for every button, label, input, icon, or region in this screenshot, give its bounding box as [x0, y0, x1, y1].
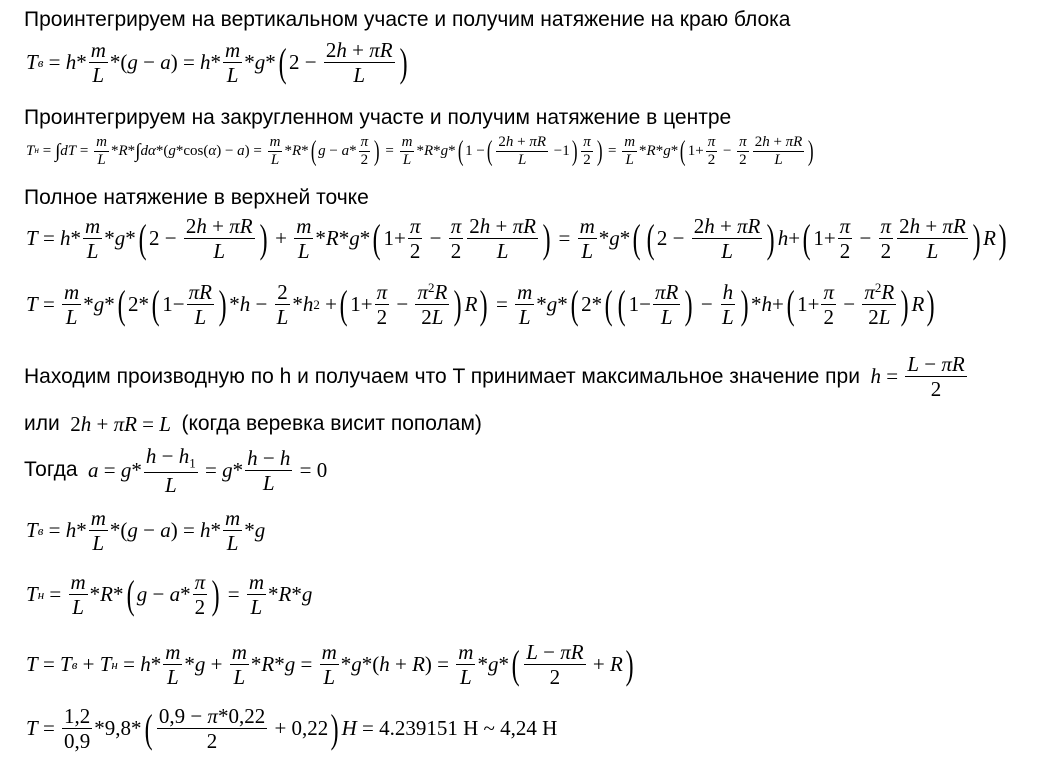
value-length: 0,9 — [64, 729, 91, 754]
derivative-line: Находим производную по h и получаем что T принимает максимальное значение при h = $\frac{L - \pi R}{2}$ — [24, 352, 965, 402]
label-then: Тогда — [24, 458, 78, 482]
label-or: или — [24, 412, 60, 435]
equation-t-sum: T = T в + T н = h * $\frac{m}{L}$ * g + $\frac{m}{L}$ * R * g = $\frac{m}{L}$ * g *( h + R ) = $\frac{m}{L}$ * g * ( $\frac{L - \pi R}{2}$ + R ) — [26, 640, 634, 690]
equation-final-numeric: T = $\frac{1,2}{0,9}$ * 9,8 * ( $\frac{0,9 - \pi*0,22}{2}$ + 0,22 ) H = 4.239151 Н ~ 4,24 Н — [26, 704, 558, 754]
value-g: 9,8 — [104, 716, 132, 741]
equation-total-tension-1: T = h * $\frac{m}{L}$ * g * ( 2 − $\frac{2h + \pi R}{L}$ ) + $\frac{m}{L}$ * R * g * ( 1+ $\frac{\pi}{2}$ − $\frac{\pi}{2}$ $\frac{2h + \pi R}{L}$ ) = $\frac{m}{L}$ * g * ( ( 2 − $\frac{2h + \pi R}{L}$ ) h + ( 1+ $\frac{\pi}{2}$ − $\frac{\pi}{2}$ $\frac{2h + \pi R}{L}$ ) R ) — [26, 214, 1007, 264]
equation-tension-vertical: T в = h * $\frac{m}{L}$ *( g − a ) = h * $\frac{m}{L}$ * g * ( 2 − $\frac{2h + \pi R}{L}$ ) — [26, 38, 408, 88]
result-unit: Н — [463, 716, 479, 741]
equation-tn-simplified: T н = $\frac{m}{L}$ * R * ( g − a * $\frac{\pi}{2}$ ) = $\frac{m}{L}$ * R * g — [26, 570, 313, 620]
heading-curved-section: Проинтегрируем на закругленном участе и получим натяжение в центре — [24, 106, 732, 129]
result-approx-unit: Н — [542, 716, 558, 741]
result-approx: ~ 4,24 — [483, 716, 537, 741]
value-R: 0,22 — [228, 704, 266, 728]
label-half-rope: (когда веревка висит пополам) — [181, 412, 482, 435]
acceleration-line: Тогда a = g * $\frac{h - h_1}{L}$ = g * $\frac{h - h}{L}$ = 0 — [24, 444, 328, 497]
equation-tv-simplified: T в = h * $\frac{m}{L}$ *( g − a ) = h * $\frac{m}{L}$ * g — [26, 506, 266, 556]
equation-total-tension-2: T = $\frac{m}{L}$ * g * ( 2* ( 1− $\frac{\pi R}{L}$ ) * h − $\frac{2}{L}$ * h 2 + ( 1+ $\frac{\pi}{2}$ − $\frac{\pi^2R}{2L}$ ) R ) = $\frac{m}{L}$ * g * ( 2* ( ( 1− $\frac{\pi R}{L}$ ) − $\frac{h}{L}$ ) * h + ( 1+ $\frac{\pi}{2}$ − $\frac{\pi^2R}{2L}$ ) R ) — [26, 279, 935, 330]
heading-total-tension: Полное натяжение в верхней точке — [24, 186, 369, 209]
half-rope-line: или 2 h + πR = L (когда веревка висит пополам) — [24, 411, 482, 436]
equation-tension-curved: T н = ∫ dT = $\frac{m}{L}$ * R * ∫ dα *( g *cos( α ) − a ) = $\frac{m}{L}$ * R * ( g − a * $\frac{\pi}{2}$ ) = $\frac{m}{L}$ * R * g * ( 1 − ( $\frac{2h + \pi R}{L}$ −1 ) $\frac{\pi}{2}$ ) = $\frac{m}{L}$ * R * g * ( 1+ $\frac{\pi}{2}$ − $\frac{\pi}{2}$ $\frac{2h + \pi R}{L}$ ) — [26, 134, 814, 169]
value-L: 0,9 — [158, 704, 186, 728]
heading-vertical-section: Проинтегрируем на вертикальном участе и получим натяжение на краю блока — [24, 8, 791, 31]
result-value: 4.239151 — [379, 716, 458, 741]
value-mass: 1,2 — [64, 704, 91, 728]
heading-derivative: Находим производную по h и получаем что T принимает максимальное значение при — [24, 364, 860, 388]
